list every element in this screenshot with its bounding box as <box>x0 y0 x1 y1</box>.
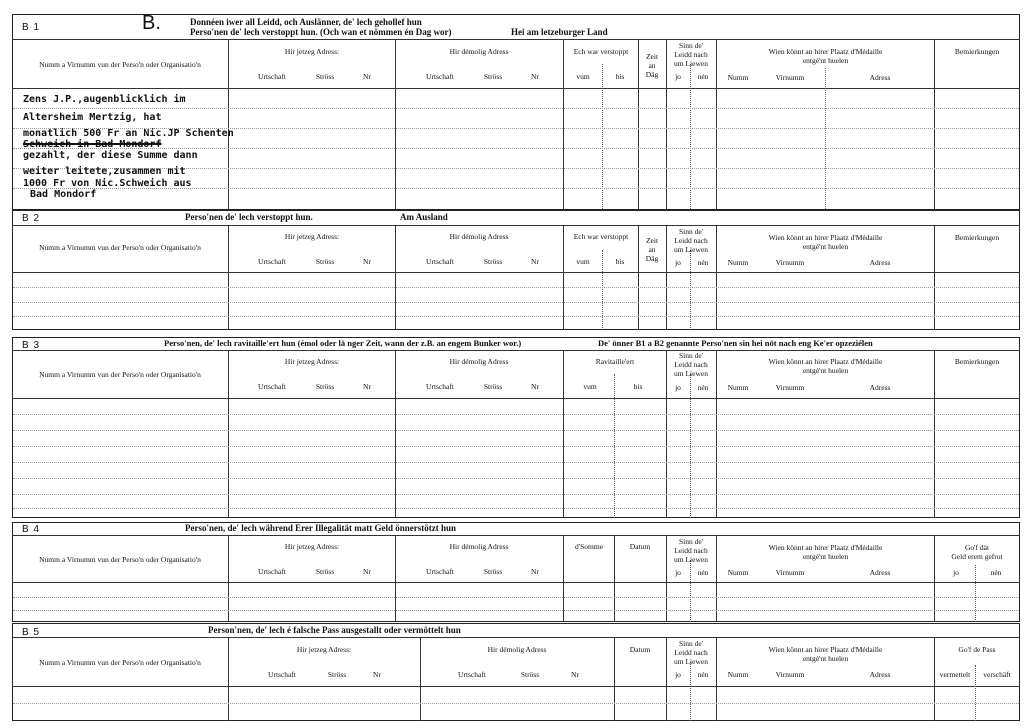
b3-col-no: nén <box>697 383 709 392</box>
b2-col-medal-address: Adress <box>869 258 891 267</box>
b1-col-medal-firstname: Virnumm <box>775 73 805 82</box>
b2-col-former-street: Ströss <box>483 257 503 266</box>
b4-col-former-street: Ströss <box>483 567 503 576</box>
b4-col-sum: d'Somme <box>574 542 604 551</box>
section-b2-title-extra: Am Ausland <box>400 212 448 222</box>
b4-col-number: Nr <box>363 567 371 576</box>
b3-col-former-street: Ströss <box>483 382 503 391</box>
b5-col-current-address: Hir jetzeg Adress: <box>296 645 352 654</box>
b4-col-medal-1: Wien könnt an hirer Plaatz d'Médaille <box>768 543 883 552</box>
b1-col-former-number: Nr <box>531 72 539 81</box>
b1-col-medal-1: Wien könnt an hirer Plaatz d'Médaille <box>768 47 883 56</box>
b1-col-street: Ströss <box>315 72 335 81</box>
b4-col-former-address: Hir démolig Adress <box>449 542 509 551</box>
b1-col-remarks: Bemierkungen <box>954 47 1000 56</box>
b1-col-alive-3: um Liewen <box>674 59 708 68</box>
b5-col-former-number: Nr <box>571 670 579 679</box>
b4-col-current-address: Hir jetzeg Adress: <box>284 542 340 551</box>
b3-col-street: Ströss <box>315 382 335 391</box>
b3-col-supplied: Ravitaille'ert <box>595 357 635 366</box>
b5-col-alive-2: Leidd nach <box>674 648 708 657</box>
b5-col-former-locality: Urtschaft <box>458 670 486 679</box>
b2-col-locality: Urtschaft <box>258 257 286 266</box>
b2-col-former-locality: Urtschaft <box>426 257 454 266</box>
b1-col-yes: jo <box>675 72 681 81</box>
b5-col-mediated: vermettelt <box>939 670 971 679</box>
b1-col-alive-1: Sinn de' <box>678 41 704 50</box>
b1-col-no: nén <box>697 72 709 81</box>
section-b3-title-extra: De' önner B1 a B2 genannte Perso'nen sin hei nöt nach eng Ke'er opzeziélen <box>598 338 873 348</box>
section-b5-title: Person'nen, de' lech é falsche Pass ausgestallt oder vermöttelt hun <box>208 625 461 635</box>
b2-col-number: Nr <box>363 257 371 266</box>
b3-col-former-number: Nr <box>531 382 539 391</box>
typed-line-8: Bad Mondorf <box>30 189 97 200</box>
b2-col-to: bis <box>615 257 625 266</box>
b5-col-alive-3: um Liewen <box>674 657 708 666</box>
b4-col-alive-3: um Liewen <box>674 555 708 564</box>
section-b3-label: B 3 <box>22 340 41 351</box>
b5-col-no: nén <box>697 670 709 679</box>
b3-col-medal-firstname: Virnumm <box>775 383 805 392</box>
b4-col-former-number: Nr <box>531 567 539 576</box>
b3-col-number: Nr <box>363 382 371 391</box>
b5-col-medal-address: Adress <box>869 670 891 679</box>
b4-col-yes: jo <box>675 568 681 577</box>
b1-col-former-locality: Urtschaft <box>426 72 454 81</box>
b1-col-days-2: an <box>648 61 656 70</box>
b3-col-locality: Urtschaft <box>258 382 286 391</box>
b2-col-former-number: Nr <box>531 257 539 266</box>
b5-col-name: Numm a Virnumm vun der Perso'n oder Organisatio'n <box>39 658 201 667</box>
b2-col-name: Numm a Virnumm vun der Perso'n oder Organisatio'n <box>39 243 201 252</box>
b3-col-medal-1: Wien könnt an hirer Plaatz d'Médaille <box>768 357 883 366</box>
section-b1-title-line2: Perso'nen de' lech verstoppt hun. (Och wan et nömmen én Dag wor) <box>190 27 452 37</box>
b3-col-former-address: Hir démolig Adress <box>449 357 509 366</box>
typed-line-5: gezahlt, der diese Summe dann <box>23 150 198 161</box>
b3-col-current-address: Hir jetzeg Adress: <box>284 357 340 366</box>
b3-col-from: vum <box>583 382 597 391</box>
typed-line-2: Altersheim Mertzig, hat <box>23 112 162 123</box>
b1-col-medal-address: Adress <box>869 73 891 82</box>
b4-col-medal-address: Adress <box>869 568 891 577</box>
b1-col-current-address: Hir jetzeg Adress: <box>284 47 340 56</box>
b4-col-no: nén <box>697 568 709 577</box>
b4-col-date: Datum <box>629 542 651 551</box>
b2-col-remarks: Bemierkungen <box>954 233 1000 242</box>
b3-col-alive-1: Sinn de' <box>678 351 704 360</box>
b5-col-medal-2: entgé'nt huelen <box>802 654 849 663</box>
b2-col-yes: jo <box>675 258 681 267</box>
b3-col-name: Numm a Virnumm vun der Perso'n oder Organisatio'n <box>39 370 201 379</box>
section-b4-label: B 4 <box>22 524 41 535</box>
b5-col-former-street: Ströss <box>520 670 540 679</box>
b4-col-former-locality: Urtschaft <box>426 567 454 576</box>
section-b1-title-line1: Donnéen iwer all Leidd, och Auslänner, de' lech gehollef hun <box>190 17 422 27</box>
section-b4-title: Perso'nen, de' lech während Erer Illegalität matt Geld önnerstötzt hun <box>185 523 456 533</box>
section-b1-label: B 1 <box>22 22 41 33</box>
b2-col-alive-1: Sinn de' <box>678 227 704 236</box>
b2-col-street: Ströss <box>315 257 335 266</box>
section-b3-title: Perso'nen, de' lech ravitaille'ert hun (émol oder lä nger Zeit, wann der z.B. an engem Bunker wor.) <box>164 338 522 348</box>
b5-col-medal-1: Wien könnt an hirer Plaatz d'Médaille <box>768 645 883 654</box>
typed-line-6: weiter leitete,zusammen mit <box>23 166 186 177</box>
b1-col-medal-2: entgé'nt huelen <box>802 56 849 65</box>
b3-col-medal-2: entgé'nt huelen <box>802 366 849 375</box>
form-letter: B. <box>142 12 161 34</box>
b2-col-medal-name: Numm <box>727 258 749 267</box>
b4-col-money-1: Go'f dät <box>964 543 990 552</box>
b2-col-medal-2: entgé'nt huelen <box>802 242 849 251</box>
b1-col-from: vum <box>576 72 590 81</box>
b1-col-days-1: Zeit <box>645 52 659 61</box>
b1-col-name: Numm a Virnumm vun der Perso'n oder Organisatio'n <box>39 60 201 69</box>
b2-col-from: vum <box>576 257 590 266</box>
b5-col-date: Datum <box>629 645 651 654</box>
section-b1-title-extra: Hei am letzeburger Land <box>511 27 608 37</box>
b3-col-alive-3: um Liewen <box>674 369 708 378</box>
b1-col-hidden: Ech war verstoppt <box>573 47 629 56</box>
b5-col-medal-name: Numm <box>727 670 749 679</box>
b1-col-alive-2: Leidd nach <box>674 50 708 59</box>
b1-col-to: bis <box>615 72 625 81</box>
typed-line-7: 1000 Fr von Nic.Schweich aus <box>23 178 192 189</box>
b2-col-alive-3: um Liewen <box>674 245 708 254</box>
b3-col-former-locality: Urtschaft <box>426 382 454 391</box>
b1-col-medal-name: Numm <box>727 73 749 82</box>
b3-col-yes: jo <box>675 383 681 392</box>
b5-col-issued: verschäft <box>983 670 1011 679</box>
b2-col-days-2: an <box>648 245 656 254</box>
b2-col-medal-1: Wien könnt an hirer Plaatz d'Médaille <box>768 233 883 242</box>
b2-col-no: nén <box>697 258 709 267</box>
b1-col-days-3: Däg <box>645 70 659 79</box>
b2-col-alive-2: Leidd nach <box>674 236 708 245</box>
b5-col-medal-firstname: Virnumm <box>775 670 805 679</box>
section-b2-label: B 2 <box>22 213 41 224</box>
b3-col-medal-address: Adress <box>869 383 891 392</box>
b4-col-money-no: nén <box>990 568 1002 577</box>
b4-col-street: Ströss <box>315 567 335 576</box>
b5-col-former-address: Hir démolig Adress <box>487 645 547 654</box>
typed-line-1: Zens J.P.,augenblicklich im <box>23 94 186 105</box>
b4-col-locality: Urtschaft <box>258 567 286 576</box>
b3-col-alive-2: Leidd nach <box>674 360 708 369</box>
b4-col-medal-2: entgé'nt huelen <box>802 552 849 561</box>
b5-col-number: Nr <box>373 670 381 679</box>
typed-line-3: monatlich 500 Fr an Nic.JP Schenten <box>23 128 234 139</box>
b5-col-alive-1: Sinn de' <box>678 639 704 648</box>
b5-col-pass: Go'f de Pass <box>958 645 996 654</box>
section-b2-title: Perso'nen de' lech verstoppt hun. <box>185 212 313 222</box>
b3-col-remarks: Bemierkungen <box>954 357 1000 366</box>
b5-col-locality: Urtschaft <box>268 670 296 679</box>
b4-col-name: Numm a Virnumm vun der Perso'n oder Organisatio'n <box>39 555 201 564</box>
b1-col-former-street: Ströss <box>483 72 503 81</box>
b4-col-alive-1: Sinn de' <box>678 537 704 546</box>
b2-col-current-address: Hir jetzeg Adress: <box>284 232 340 241</box>
b4-col-medal-name: Numm <box>727 568 749 577</box>
b2-col-days-3: Däg <box>645 254 659 263</box>
b5-col-yes: jo <box>675 670 681 679</box>
b3-col-medal-name: Numm <box>727 383 749 392</box>
b2-col-days-1: Zeit <box>645 236 659 245</box>
b2-col-former-address: Hir démolig Adress <box>449 232 509 241</box>
b1-col-number: Nr <box>363 72 371 81</box>
b2-col-medal-firstname: Virnumm <box>775 258 805 267</box>
b1-col-former-address: Hir démolig Adress <box>449 47 509 56</box>
typed-line-4-struck: Schweich in Bad Mondorf <box>23 139 162 150</box>
b2-col-hidden: Ech war verstoppt <box>573 232 629 241</box>
b4-col-money-2: Geld erem gefrot <box>951 552 1003 561</box>
section-b2 <box>12 210 1020 330</box>
b4-col-medal-firstname: Virnumm <box>775 568 805 577</box>
section-b5-label: B 5 <box>22 627 41 638</box>
b4-col-money-yes: jo <box>953 568 959 577</box>
b3-col-to: bis <box>633 382 643 391</box>
b1-col-locality: Urtschaft <box>258 72 286 81</box>
b5-col-street: Ströss <box>327 670 347 679</box>
b4-col-alive-2: Leidd nach <box>674 546 708 555</box>
